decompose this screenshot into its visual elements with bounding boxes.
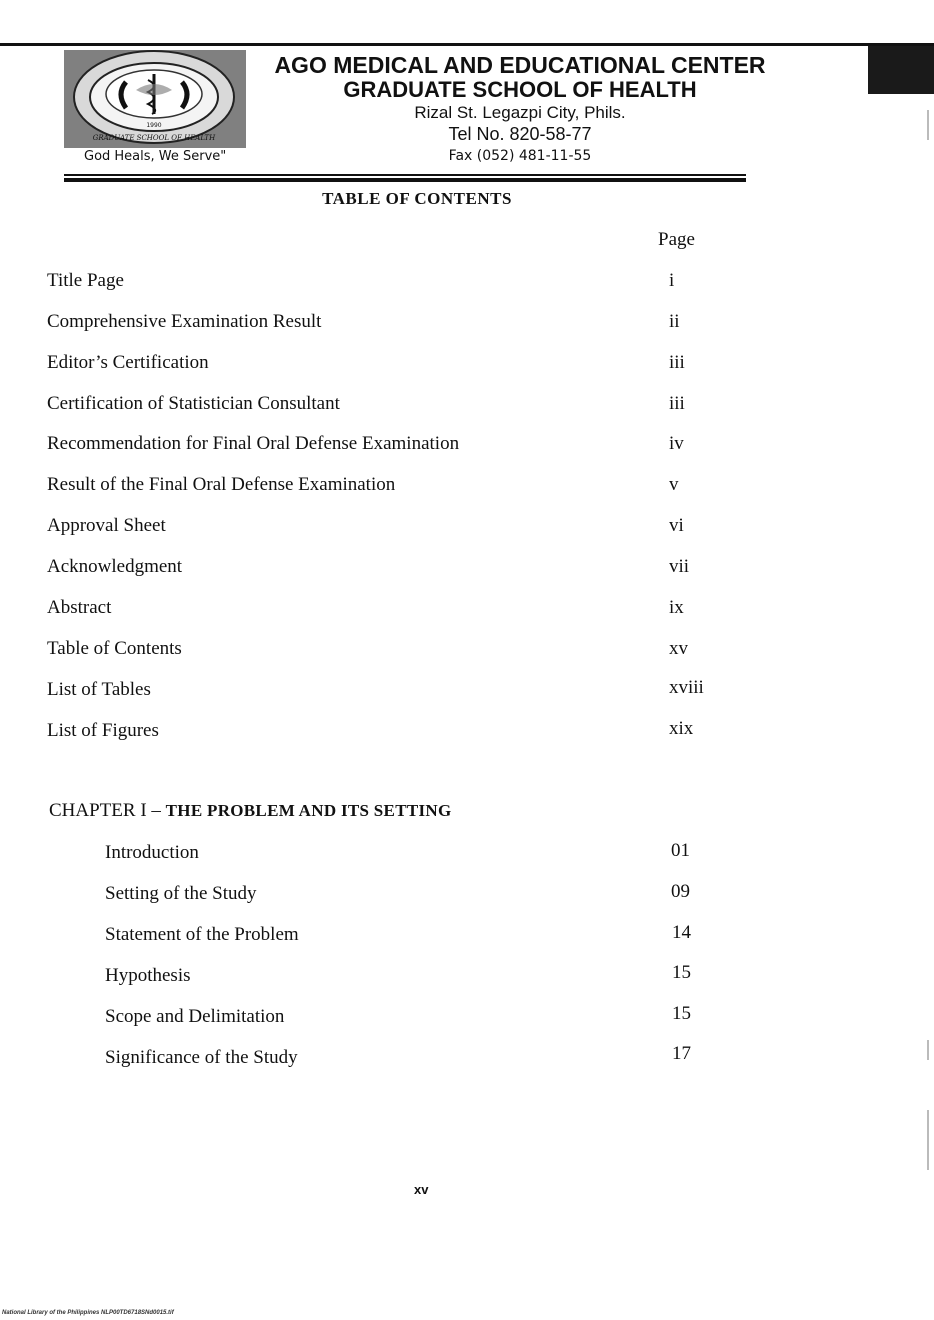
toc-section-page: 14 [672, 922, 691, 943]
scan-speck [927, 110, 929, 140]
toc-entry: Title Page [47, 270, 124, 291]
toc-section-page: 09 [671, 881, 690, 902]
toc-section-page: 15 [672, 962, 691, 983]
telephone: Tel No. 820-58-77 [448, 124, 592, 144]
toc-section: Setting of the Study [105, 883, 257, 904]
toc-page: vi [669, 515, 684, 536]
toc-page: xv [669, 638, 688, 659]
toc-page: ii [669, 311, 680, 332]
toc-entry: Approval Sheet [47, 515, 166, 536]
toc-section: Significance of the Study [105, 1047, 298, 1068]
toc-entry: Comprehensive Examination Result [47, 311, 322, 332]
toc-entry: Table of Contents [47, 638, 182, 659]
scan-source-note: National Library of the Philippines NLP00TD6718SNd0015.tif [2, 1310, 174, 1316]
toc-section: Statement of the Problem [105, 924, 299, 945]
toc-page: ix [669, 597, 684, 618]
toc-page: iii [669, 393, 685, 414]
toc-page: iv [669, 433, 684, 454]
seal-year: 1990 [146, 122, 162, 129]
toc-page: iii [669, 352, 685, 373]
toc-entry: Acknowledgment [47, 556, 183, 577]
page-number: xv [414, 1182, 429, 1197]
toc-page: vii [669, 556, 690, 577]
chapter-prefix: CHAPTER I – [49, 800, 166, 821]
toc-section-page: 17 [672, 1043, 691, 1064]
toc-page: v [669, 474, 679, 495]
toc-section: Scope and Delimitation [105, 1006, 285, 1027]
toc-entry: Editor’s Certification [47, 352, 209, 373]
toc-entry: List of Figures [47, 720, 159, 741]
page-title: TABLE OF CONTENTS [322, 189, 512, 208]
toc-page: xviii [669, 677, 704, 698]
seal-ring-text: GRADUATE SCHOOL OF HEALTH [92, 134, 216, 142]
toc-entry: Recommendation for Final Oral Defense Examination [47, 433, 460, 454]
fax: Fax (052) 481-11-55 [448, 148, 592, 164]
header-divider-thick [64, 178, 746, 182]
toc-section-page: 15 [672, 1003, 691, 1024]
toc-page: i [669, 270, 675, 291]
school-seal-icon [64, 50, 246, 148]
chapter-title: THE PROBLEM AND ITS SETTING [165, 801, 452, 820]
toc-entry: Certification of Statistician Consultant [47, 393, 340, 414]
toc-entry: Result of the Final Oral Defense Examination [47, 474, 396, 495]
scan-edge-mark [868, 46, 934, 94]
scan-speck [927, 1110, 929, 1170]
institution-name: AGO MEDICAL AND EDUCATIONAL CENTER [274, 52, 766, 78]
header-divider-thin [64, 174, 746, 176]
toc-page: xix [669, 718, 694, 739]
toc-section-page: 01 [671, 840, 690, 861]
school-name: GRADUATE SCHOOL OF HEALTH [343, 77, 697, 102]
toc-entry: List of Tables [47, 679, 151, 700]
page-column-header: Page [658, 229, 695, 250]
address: Rizal St. Legazpi City, Phils. [414, 103, 626, 122]
motto: God Heals, We Serve" [84, 149, 227, 164]
toc-section: Introduction [105, 842, 199, 863]
scan-speck [927, 1040, 929, 1060]
toc-section: Hypothesis [105, 965, 191, 986]
toc-entry: Abstract [47, 597, 112, 618]
chapter-heading [49, 800, 452, 822]
top-border-rule [0, 43, 934, 46]
